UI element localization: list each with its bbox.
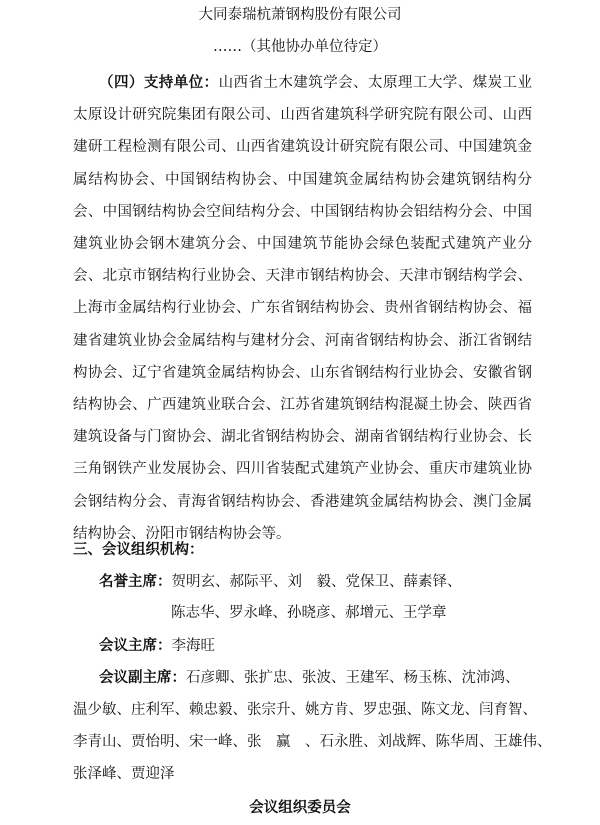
other-co-organizers-note: ……（其他协办单位待定） xyxy=(213,39,387,55)
vice-chair-names-4: 张泽峰、贾迎泽 xyxy=(73,766,175,782)
supporting-units-label: （四）支持单位： xyxy=(99,74,219,91)
honorary-chair-line-1 xyxy=(99,572,462,592)
organizing-committee-signature: 会议组织委员会 xyxy=(249,799,351,816)
vice-chair-names-2: 温少敏、庄利军、赖忠毅、张宗升、姚方肯、罗忠强、陈文龙、闫育智、 xyxy=(73,702,537,718)
vice-chair-label: 会议副主席： xyxy=(99,669,186,686)
chair-label: 会议主席： xyxy=(99,637,172,654)
honorary-chair-names-1: 贺明玄、郝际平、刘 毅、党保卫、薛素铎、 xyxy=(171,574,462,590)
chair-line xyxy=(99,636,215,656)
supporting-units-paragraph xyxy=(73,67,532,550)
company-line: 大同泰瑞杭萧钢构股份有限公司 xyxy=(198,7,402,23)
supporting-units-text: 山西省土木建筑学会、太原理工大学、煤炭工业太原设计研究院集团有限公司、山西省建筑科学研究院有限公司、山西建研工程检测有限公司、山西省建筑设计研究院有限公司、中国建筑金属结构协会、中国钢结构协会、中国建筑金属结构协会建筑钢结构分会、中国钢结构协会空间结构分会、中国钢结构协会铝结构分会、中国建筑业协会钢木建筑分会、中国建筑节能协会绿色装配式建筑产业分会、北京市钢结构行业协会、天津市钢结构协会、天津市钢结构学会、上海市金属结构行业协会、广东省钢结构协会、贵州省钢结构协会、福建省建筑业协会金属结构与建材分会、河南省钢结构协会、浙江省钢结构协会、辽宁省建筑金属结构协会、山东省钢结构行业协会、安徽省钢结构协会、广西建筑业联合会、江苏省建筑钢结构混凝土协会、陕西省建筑设备与门窗协会、湖北省钢结构协会、湖南省钢结构行业协会、长三角钢铁产业发展协会、四川省装配式建筑产业协会、重庆市建筑业协会钢结构分会、青海省钢结构协会、香港建筑金属结构协会、澳门金属结构协会、汾阳市钢结构协会等。 xyxy=(73,75,533,542)
honorary-chair-names-2: 陈志华、罗永峰、孙晓彦、郝增元、王学章 xyxy=(171,605,447,621)
vice-chair-names-3: 李青山、贾怡明、宋一峰、张 赢 、石永胜、刘战辉、陈华周、王雄伟、 xyxy=(73,734,552,750)
vice-chair-line-1 xyxy=(99,668,520,688)
honorary-chair-label: 名誉主席： xyxy=(99,573,172,590)
chair-name: 李海旺 xyxy=(171,638,215,654)
organization-heading: 三、会议组织机构： xyxy=(73,541,204,558)
vice-chair-names-1: 石彦卿、张扩忠、张波、王建军、杨玉栋、沈沛鸿、 xyxy=(186,670,520,686)
